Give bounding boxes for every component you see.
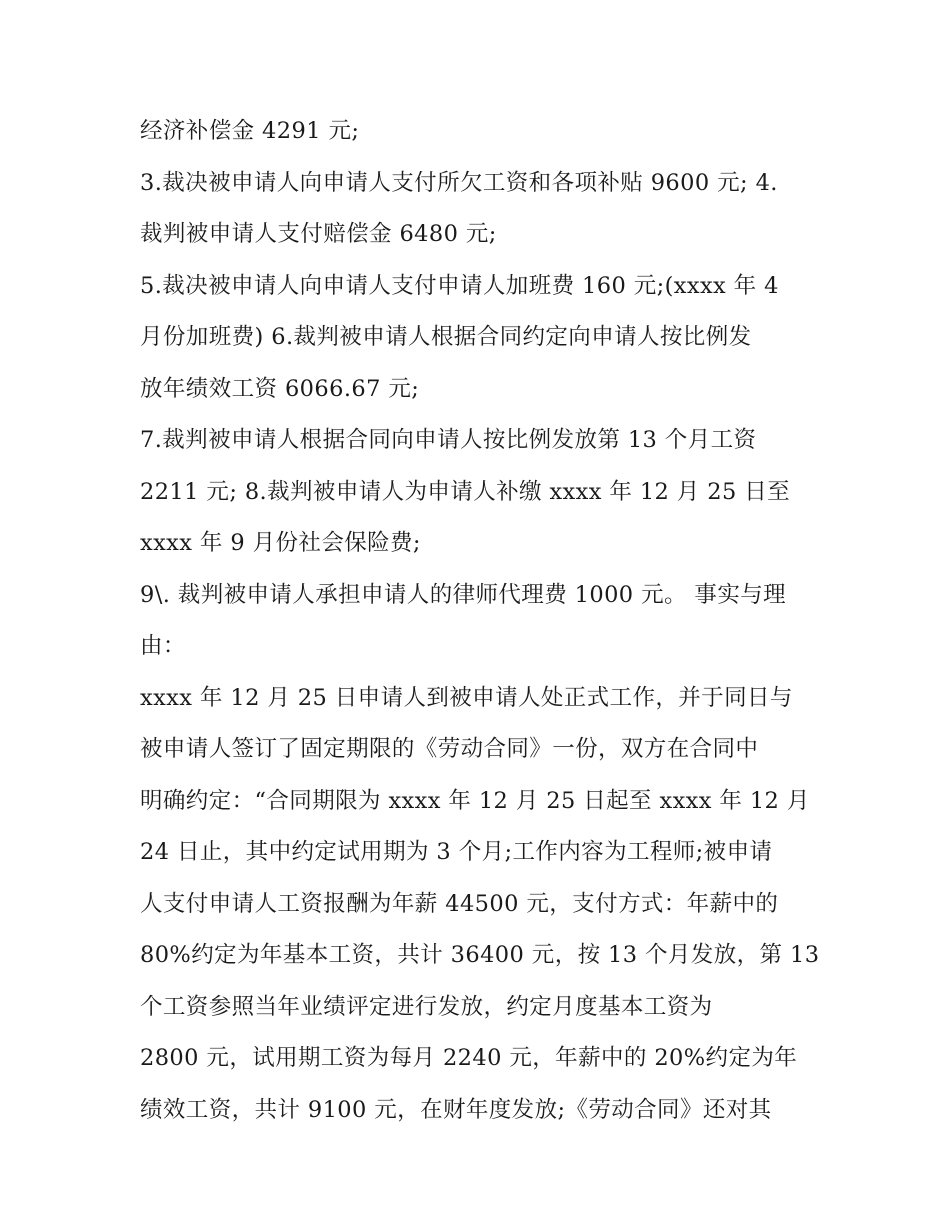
text-line: 2211 元; 8.裁判被申请人为申请人补缴 xxxx 年 12 月 25 日至 <box>140 478 791 505</box>
document-body <box>140 106 830 1136</box>
text-line: 24 日止，其中约定试用期为 3 个月;工作内容为工程师;被申请 <box>140 839 773 865</box>
text-line: 2800 元，试用期工资为每月 2240 元，年薪中的 20%约定为年 <box>140 1045 798 1071</box>
text-line: xxxx 年 12 月 25 日申请人到被申请人处正式工作，并于同日与 <box>140 684 793 711</box>
text-line: 人支付申请人工资报酬为年薪 44500 元，支付方式：年薪中的 <box>140 890 779 917</box>
text-line: xxxx 年 9 月份社会保险费; <box>140 530 421 556</box>
text-line: 明确约定：“合同期限为 xxxx 年 12 月 25 日起至 xxxx 年 12 月 <box>140 787 810 814</box>
text-line: 80%约定为年基本工资，共计 36400 元，按 13 个月发放，第 13 <box>140 942 820 968</box>
text-line: 由： <box>140 633 186 659</box>
text-line: 5.裁决被申请人向申请人支付申请人加班费 160 元;(xxxx 年 4 <box>140 272 779 299</box>
text-line: 绩效工资，共计 9100 元，在财年度发放;《劳动合同》还对其 <box>140 1096 772 1123</box>
text-line: 放年绩效工资 6066.67 元; <box>140 375 420 402</box>
text-line: 月份加班费) 6.裁判被申请人根据合同约定向申请人按比例发 <box>140 324 752 350</box>
text-line: 7.裁判被申请人根据合同向申请人按比例发放第 13 个月工资 <box>140 427 757 453</box>
text-line: 个工资参照当年业绩评定进行发放，约定月度基本工资为 <box>140 993 713 1020</box>
text-line: 裁判被申请人支付赔偿金 6480 元; <box>140 221 497 247</box>
text-line: 9\. 裁判被申请人承担申请人的律师代理费 1000 元。 事实与理 <box>140 581 787 608</box>
text-line: 3.裁决被申请人向申请人支付所欠工资和各项补贴 9600 元; 4. <box>140 169 778 196</box>
text-line: 经济补偿金 4291 元; <box>140 118 360 144</box>
text-line: 被申请人签订了固定期限的《劳动合同》一份，双方在合同中 <box>140 736 759 762</box>
